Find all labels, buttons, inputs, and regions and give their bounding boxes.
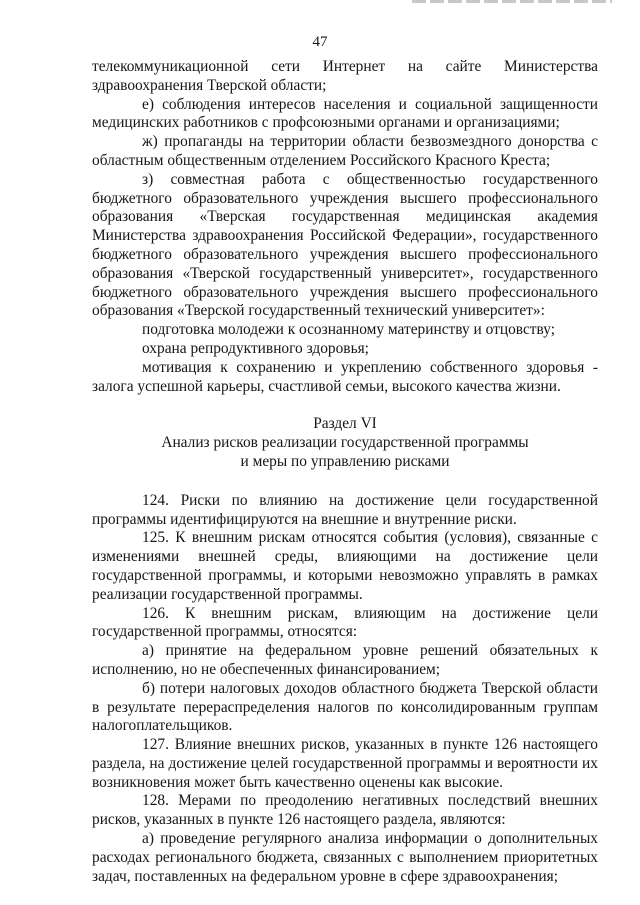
paragraph-item-z: з) совместная работа с общественностью государственного бюджетного образовательного учреждения высшего профессионального образования «Тверская государственная медицинская академия Министерства здравоохранения Российской Федерации», государственного бюджетного образовательного учреждения высшего профессионального образования «Тверской государственный университет», государственного бюджетного образовательного учреждения высшего профессионального образования «Тверской государственный технический университет»:	[92, 170, 598, 320]
paragraph-item-zh: ж) пропаганды на территории области безвозмездного донорства с областным общественным отделением Российского Красного Креста;	[92, 133, 598, 169]
scan-artifact	[412, 0, 612, 3]
paragraph-continuation: телекоммуникационной сети Интернет на сайте Министерства здравоохранения Тверской области;	[92, 58, 598, 94]
paragraph-128: 128. Мерами по преодолению негативных последствий внешних рисков, указанных в пункте 126 настоящего раздела, являются:	[92, 792, 598, 829]
paragraph-125: 125. К внешним рискам относятся события (условия), связанные с изменениями внешней среды, влияющими на достижение цели государственной программы, и которыми невозможно управлять в рамках реализации государственной программы.	[92, 529, 598, 603]
sub-item-youth: подготовка молодежи к осознанному материнству и отцовству;	[142, 321, 556, 339]
section-title-line-2: и меры по управлению рисками	[240, 452, 450, 470]
spacer	[92, 472, 598, 492]
section-label: Раздел VI	[313, 415, 377, 433]
sub-item-reproductive: охрана репродуктивного здоровья;	[142, 339, 369, 357]
paragraph-126-b: б) потери налоговых доходов областного бюджета Тверской области в результате перераспределения налогов по консолидированным группам налогоплательщиков.	[92, 679, 598, 735]
paragraph-124: 124. Риски по влиянию на достижение цели государственной программы идентифицируются на внешние и внутренние риски.	[92, 491, 598, 528]
paragraph-126-a: а) принятие на федеральном уровне решений обязательных к исполнению, но не обеспеченных финансированием;	[92, 642, 598, 678]
spacer	[92, 396, 598, 415]
sub-item-motivation: мотивация к сохранению и укреплению собственного здоровья - залога успешной карьеры, счастливой семьи, высокого качества жизни.	[92, 358, 598, 395]
section-title-line-1: Анализ рисков реализации государственной программы	[161, 434, 529, 452]
paragraph-128-a: а) проведение регулярного анализа информации о дополнительных расходах регионального бюджета, связанных с выполнением приоритетных задач, поставленных на федеральном уровне в сфере здравоохранения;	[92, 830, 598, 885]
paragraph-126: 126. К внешним рискам, влияющим на достижение цели государственной программы, относятся:	[92, 604, 598, 641]
page-number: 47	[312, 34, 328, 50]
document-body	[92, 58, 598, 886]
paragraph-item-e: е) соблюдения интересов населения и социальной защищенности медицинских работников с профсоюзными органами и организациями;	[92, 95, 598, 132]
paragraph-127: 127. Влияние внешних рисков, указанных в пункте 126 настоящего раздела, на достижение целей государственной программы и вероятности их возникновения может быть качественно оценены как высокие.	[92, 736, 598, 791]
